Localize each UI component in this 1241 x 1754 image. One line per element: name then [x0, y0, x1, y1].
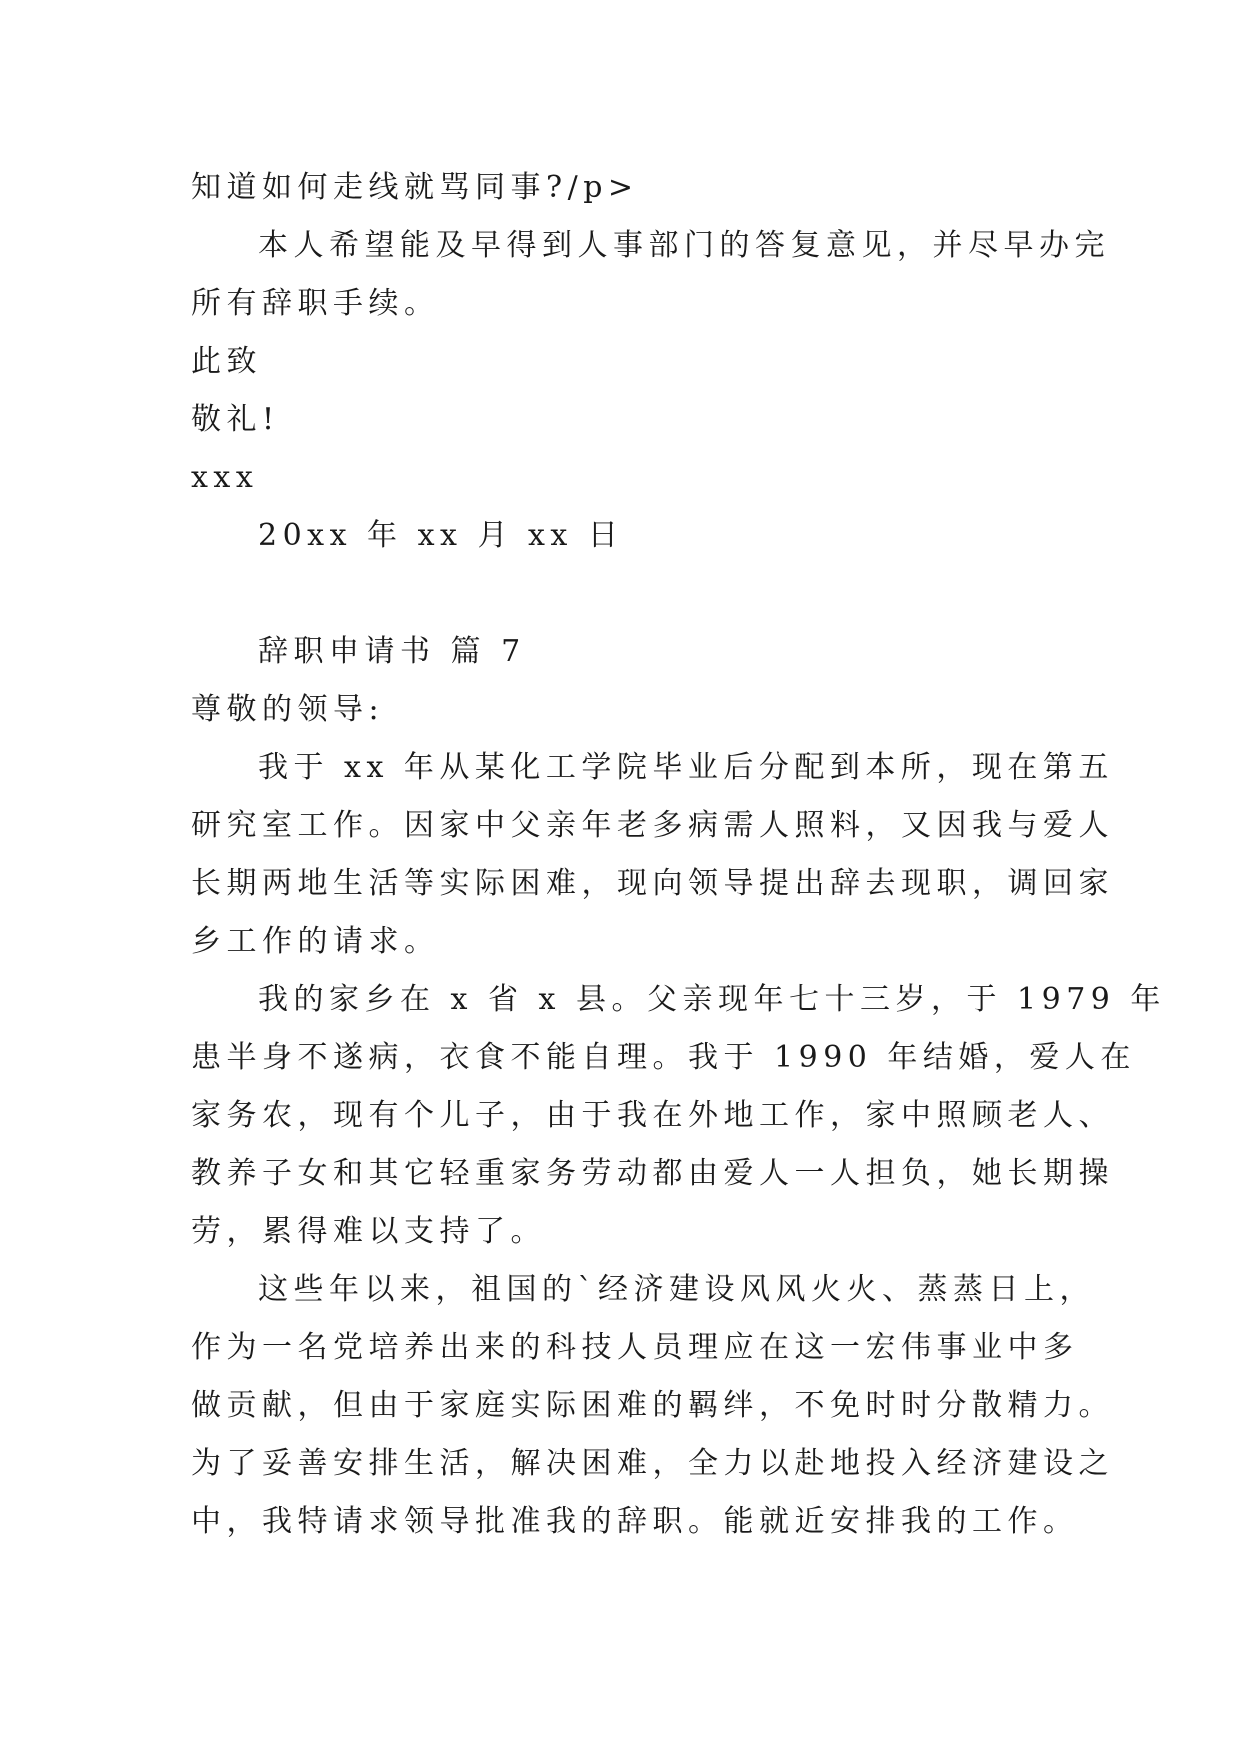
text-line: 研究室工作。因家中父亲年老多病需人照料，又因我与爱人 — [191, 808, 1114, 843]
text-line: 所有辞职手续。 — [191, 286, 440, 321]
text-line: 乡工作的请求。 — [191, 924, 440, 959]
signature: xxx — [191, 460, 259, 495]
text-line: 为了妥善安排生活，解决困难，全力以赴地投入经济建设之 — [191, 1446, 1114, 1481]
text-line: 中，我特请求领导批准我的辞职。能就近安排我的工作。 — [191, 1504, 1079, 1539]
section-title: 辞职申请书 篇 7 — [258, 634, 526, 669]
text-line: 患半身不遂病，衣食不能自理。我于 1990 年结婚，爱人在 — [191, 1040, 1136, 1075]
text-line: 做贡献，但由于家庭实际困难的羁绊，不免时时分散精力。 — [191, 1388, 1114, 1423]
text-line: 作为一名党培养出来的科技人员理应在这一宏伟事业中多 — [191, 1330, 1079, 1365]
text-line: 这些年以来，祖国的`经济建设风风火火、蒸蒸日上， — [258, 1272, 1095, 1307]
salutation: 尊敬的领导: — [191, 692, 385, 727]
text-line: 教养子女和其它轻重家务劳动都由爱人一人担负，她长期操 — [191, 1156, 1114, 1191]
text-line: 长期两地生活等实际困难，现向领导提出辞去现职，调回家 — [191, 866, 1114, 901]
text-line: 家务农，现有个儿子，由于我在外地工作，家中照顾老人、 — [191, 1098, 1114, 1133]
closing-line: 此致 — [191, 344, 262, 379]
text-line: 我于 xx 年从某化工学院毕业后分配到本所，现在第五 — [258, 750, 1114, 785]
text-line: 我的家乡在 x 省 x 县。父亲现年七十三岁，于 1979 年 — [258, 982, 1166, 1017]
text-line: 本人希望能及早得到人事部门的答复意见，并尽早办完 — [258, 228, 1110, 263]
text-line: 劳，累得难以支持了。 — [191, 1214, 546, 1249]
closing-line: 敬礼! — [191, 402, 280, 437]
date-line: 20xx 年 xx 月 xx 日 — [258, 518, 624, 553]
text-line: 知道如何走线就骂同事?/p> — [191, 170, 639, 205]
